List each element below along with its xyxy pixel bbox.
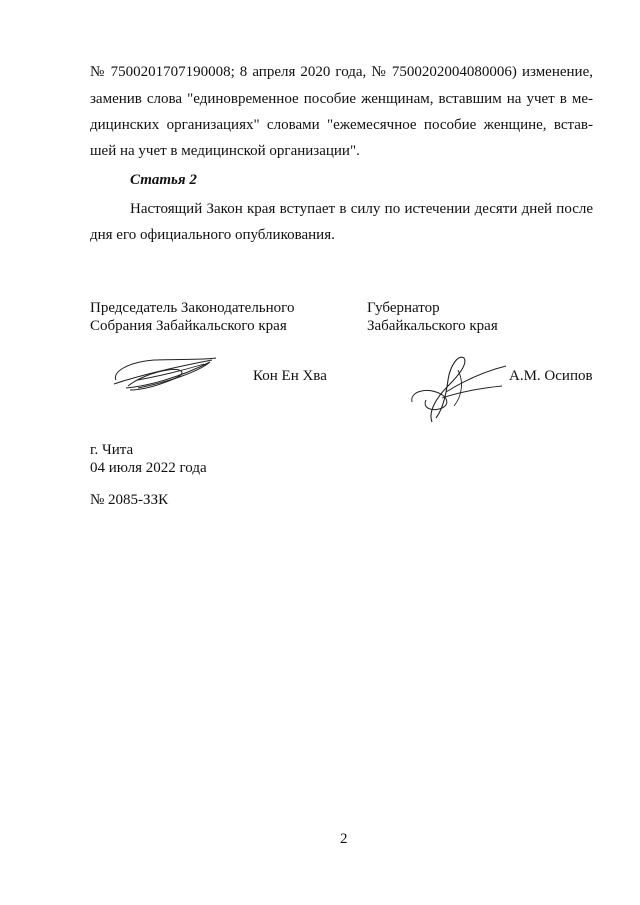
date: 04 июля 2022 года — [90, 460, 207, 476]
right-signatory-title — [367, 299, 498, 335]
body-line-2: заменив слова "единовременное пособие женщинам, вставшим на учет в ме- — [90, 91, 593, 107]
right-signatory-name: А.М. Осипов — [509, 368, 593, 384]
article-heading: Статья 2 — [130, 172, 197, 188]
article-line-1: Настоящий Закон края вступает в силу по истечении десяти дней после — [130, 201, 593, 217]
article-line-2: дня его официального опубликования. — [90, 227, 335, 243]
left-signature-image — [108, 350, 220, 396]
right-title-line-2: Забайкальского края — [367, 318, 498, 334]
city: г. Чита — [90, 442, 134, 458]
left-title-line-2: Собрания Забайкальского края — [90, 318, 287, 334]
place-and-date — [90, 441, 207, 477]
law-number: № 2085-ЗЗК — [90, 492, 169, 508]
left-signatory-name: Кон Ен Хва — [253, 368, 327, 384]
body-line-1: № 7500201707190008; 8 апреля 2020 года, № 7500202004080006) изменение, — [90, 64, 593, 80]
right-title-line-1: Губернатор — [367, 300, 440, 316]
body-line-3: дицинских организациях" словами "ежемесячное пособие женщине, встав- — [90, 117, 593, 133]
left-signatory-title — [90, 299, 294, 335]
left-title-line-1: Председатель Законодательного — [90, 300, 295, 316]
right-signature-image — [402, 352, 512, 424]
page-number: 2 — [340, 831, 348, 847]
body-line-4: шей на учет в медицинской организации". — [90, 143, 360, 159]
